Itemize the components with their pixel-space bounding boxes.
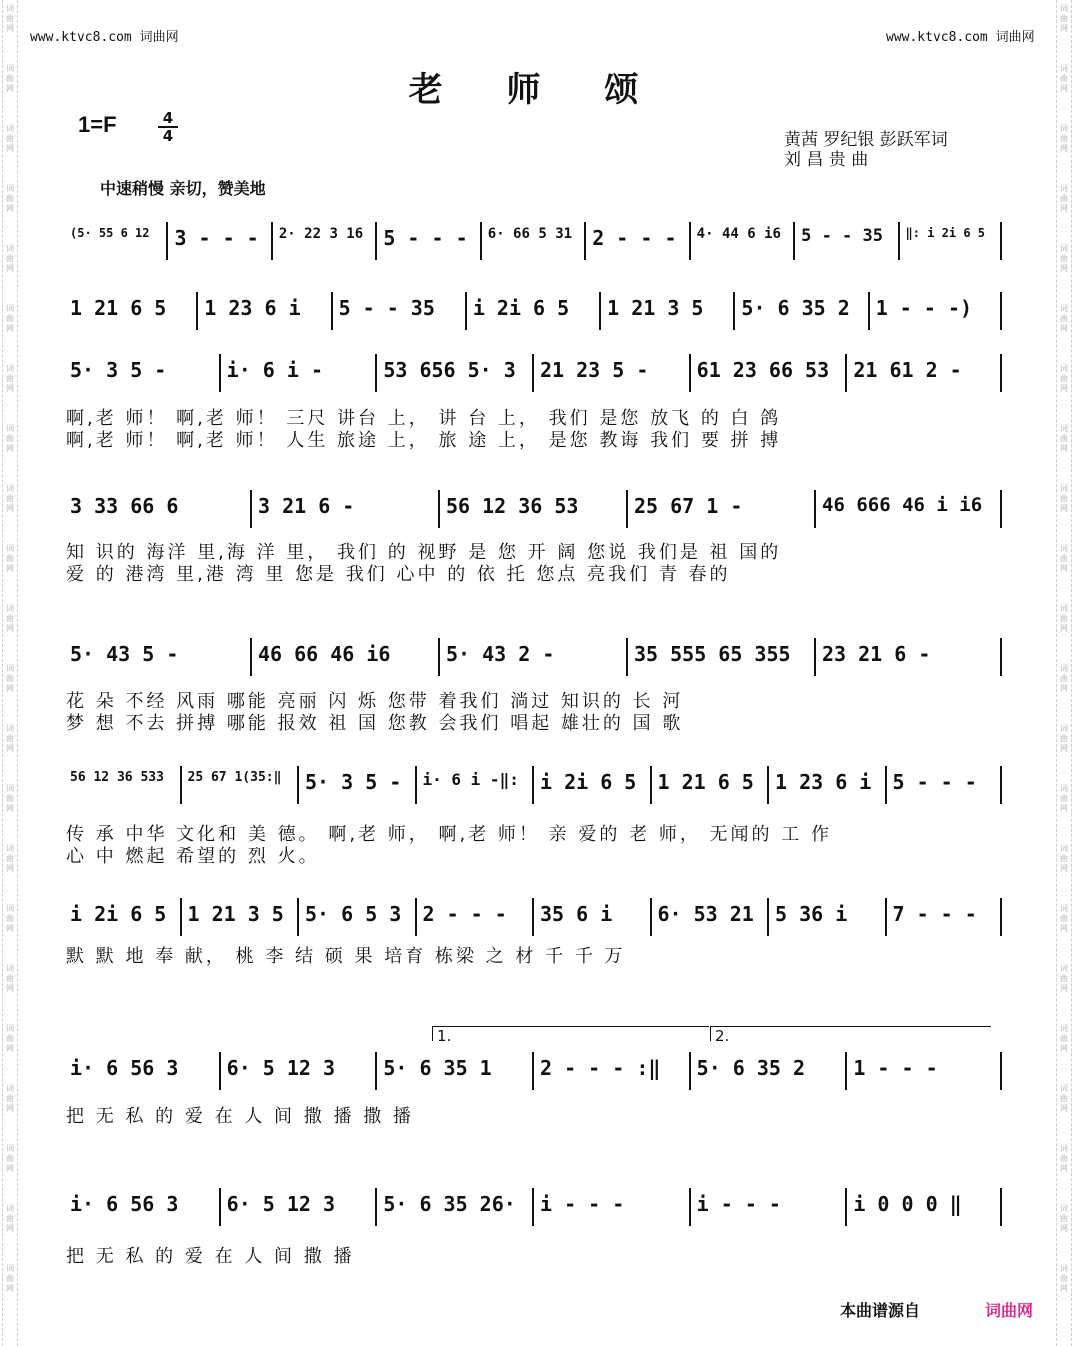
watermark-label: 词 曲 网 bbox=[1060, 664, 1068, 693]
barline bbox=[375, 354, 377, 392]
barline bbox=[271, 222, 273, 260]
lyric-line-6b: 心 中 燃起 希望的 烈 火。 bbox=[66, 846, 320, 867]
watermark-label: 词 曲 网 bbox=[1060, 964, 1068, 993]
measure: 6· 5 12 3 bbox=[226, 1056, 336, 1080]
source-site-link[interactable]: 词曲网 bbox=[985, 1301, 1034, 1320]
measure: i - - - bbox=[696, 1192, 781, 1216]
measure: i - - - bbox=[540, 1192, 625, 1216]
watermark-label: 词 曲 网 bbox=[1060, 184, 1068, 213]
watermark-label: 词 曲 网 bbox=[6, 1204, 14, 1233]
measure: i 2i 6 5 bbox=[472, 296, 570, 320]
measure: 46 66 46 i6 bbox=[258, 642, 391, 666]
measure: 1 21 6 5 bbox=[70, 296, 167, 320]
watermark-label: 词 曲 网 bbox=[1060, 484, 1068, 513]
watermark-label: 词 曲 网 bbox=[1060, 784, 1068, 813]
watermark-label: 词 曲 网 bbox=[1060, 1144, 1068, 1173]
source-label: 本曲谱源自 bbox=[840, 1301, 921, 1320]
barline bbox=[845, 354, 847, 392]
lyric-line-5b: 梦 想 不去 拼搏 哪能 报效 祖 国 您教 会我们 唱起 雄壮的 国 歌 bbox=[66, 713, 684, 734]
watermark-label: 词 曲 网 bbox=[1060, 1084, 1068, 1113]
composer: 刘 昌 贵 曲 bbox=[784, 150, 869, 170]
measure: 2 - - - bbox=[592, 226, 677, 250]
measure: 1 23 6 i bbox=[775, 770, 872, 794]
barline bbox=[898, 222, 900, 260]
measure: 5 - - - bbox=[383, 226, 468, 250]
measure: 1 21 3 5 bbox=[607, 296, 704, 320]
side-watermark-right bbox=[1056, 0, 1072, 1346]
measure: 5 - - - bbox=[892, 770, 977, 794]
measure: 1 21 6 5 bbox=[657, 770, 754, 794]
watermark-label: 词 曲 网 bbox=[1060, 1264, 1068, 1293]
barline bbox=[297, 766, 299, 804]
barline bbox=[1000, 354, 1002, 392]
barline bbox=[733, 292, 735, 330]
measure: 35 555 65 355 bbox=[634, 642, 791, 666]
watermark-label: 词 曲 网 bbox=[6, 364, 14, 393]
barline bbox=[868, 292, 870, 330]
measure: 1 - - - bbox=[853, 1056, 938, 1080]
measure: 5 36 i bbox=[775, 902, 848, 926]
barline bbox=[180, 766, 182, 804]
barline bbox=[650, 898, 652, 936]
measure: 3 - - - bbox=[174, 226, 259, 250]
watermark-label: 词 曲 网 bbox=[6, 184, 14, 213]
watermark-label: 词 曲 网 bbox=[6, 724, 14, 753]
measure: 21 61 2 - bbox=[853, 358, 962, 382]
watermark-label: 词 曲 网 bbox=[6, 604, 14, 633]
watermark-label: 词 曲 网 bbox=[6, 1024, 14, 1053]
watermark-label: 词 曲 网 bbox=[6, 304, 14, 333]
barline bbox=[375, 1188, 377, 1226]
score-system-3 bbox=[62, 350, 1002, 400]
meter-top: 4 bbox=[158, 110, 178, 128]
barline bbox=[1000, 766, 1002, 804]
measure: 21 23 5 - bbox=[540, 358, 649, 382]
barline bbox=[1000, 490, 1002, 528]
watermark-label: 词 曲 网 bbox=[6, 1264, 14, 1293]
measure: 1 21 3 5 bbox=[187, 902, 284, 926]
watermark-label: 词 曲 网 bbox=[1060, 1204, 1068, 1233]
measure: 6· 53 21 bbox=[657, 902, 754, 926]
watermark-label: 词 曲 网 bbox=[6, 904, 14, 933]
watermark-label: 词 曲 网 bbox=[1060, 844, 1068, 873]
measure: 5· 6 5 3 bbox=[305, 902, 402, 926]
barline bbox=[767, 766, 769, 804]
watermark-label: 词 曲 网 bbox=[6, 964, 14, 993]
barline bbox=[689, 354, 691, 392]
barline bbox=[1000, 638, 1002, 676]
measure: 6· 5 12 3 bbox=[226, 1192, 336, 1216]
score-system-6 bbox=[62, 762, 1002, 812]
barline bbox=[532, 898, 534, 936]
measure: 5· 6 35 1 bbox=[383, 1056, 492, 1080]
volta-second: 2. bbox=[710, 1026, 991, 1041]
barline bbox=[375, 222, 377, 260]
measure: ‖: i 2i 6 5 bbox=[905, 226, 986, 240]
measure: 1 - - -) bbox=[875, 296, 973, 320]
score-system-1 bbox=[62, 218, 1002, 268]
barline bbox=[438, 638, 440, 676]
measure: 5· 6 35 2 bbox=[741, 296, 850, 320]
measure: 2 - - - :‖ bbox=[540, 1056, 661, 1080]
barline bbox=[415, 898, 417, 936]
lyric-line-4a: 知 识的 海洋 里,海 洋 里， 我们 的 视野 是 您 开 阔 您说 我们是 祖 国的 bbox=[66, 542, 782, 563]
score-system-2 bbox=[62, 288, 1002, 338]
barline bbox=[196, 292, 198, 330]
barline bbox=[845, 1188, 847, 1226]
lyric-line-9: 把 无 私 的 爱 在 人 间 撒 播 bbox=[66, 1246, 355, 1267]
barline bbox=[1000, 898, 1002, 936]
barline bbox=[219, 354, 221, 392]
watermark-label: 词 曲 网 bbox=[6, 244, 14, 273]
measure: 35 6 i bbox=[540, 902, 613, 926]
lyric-line-5a: 花 朵 不经 风雨 哪能 亮丽 闪 烁 您带 着我们 淌过 知识的 长 河 bbox=[66, 691, 684, 712]
watermark-label: 词 曲 网 bbox=[6, 544, 14, 573]
lyricist: 黄茜 罗纪银 彭跃军词 bbox=[784, 130, 948, 150]
side-watermark-left bbox=[2, 0, 18, 1346]
lyric-line-8: 把 无 私 的 爱 在 人 间 撒 播 撒 播 bbox=[66, 1106, 414, 1127]
measure: 2 - - - bbox=[422, 902, 507, 926]
measure: 5· 3 5 - bbox=[70, 358, 167, 382]
barline bbox=[689, 1188, 691, 1226]
watermark-label: 词 曲 网 bbox=[1060, 244, 1068, 273]
lyric-line-3b: 啊,老 师！ 啊,老 师！ 人生 旅途 上， 旅 途 上， 是您 教诲 我们 要 拼 搏 bbox=[66, 430, 782, 451]
measure: 5· 43 5 - bbox=[70, 642, 179, 666]
measure: 5· 3 5 - bbox=[305, 770, 402, 794]
watermark-label: 词 曲 网 bbox=[1060, 724, 1068, 753]
barline bbox=[480, 222, 482, 260]
barline bbox=[250, 638, 252, 676]
tempo-marking: 中速稍慢 亲切，赞美地 bbox=[100, 179, 266, 198]
watermark-label: 词 曲 网 bbox=[1060, 64, 1068, 93]
barline bbox=[626, 490, 628, 528]
measure: i· 6 i -‖: bbox=[422, 770, 519, 789]
watermark-label: 词 曲 网 bbox=[1060, 904, 1068, 933]
volta-first: 1. bbox=[432, 1026, 709, 1041]
barline bbox=[219, 1052, 221, 1090]
measure: i· 6 56 3 bbox=[70, 1056, 179, 1080]
credits bbox=[784, 130, 948, 170]
barline bbox=[626, 638, 628, 676]
lyric-line-4b: 爱 的 港湾 里,港 湾 里 您是 我们 心中 的 依 托 您点 亮我们 青 春的 bbox=[66, 564, 731, 585]
score-system-5 bbox=[62, 634, 1002, 684]
measure: 61 23 66 53 bbox=[696, 358, 830, 382]
measure: 4· 44 6 i6 bbox=[696, 226, 781, 242]
watermark-label: 词 曲 网 bbox=[6, 1084, 14, 1113]
measure: 5· 6 35 26· bbox=[383, 1192, 516, 1216]
measure: 3 21 6 - bbox=[258, 494, 355, 518]
time-signature bbox=[158, 110, 178, 144]
barline bbox=[793, 222, 795, 260]
measure: 1 23 6 i bbox=[204, 296, 301, 320]
barline bbox=[1000, 1052, 1002, 1090]
measure: 56 12 36 53 bbox=[446, 494, 579, 518]
measure: i· 6 i - bbox=[226, 358, 323, 382]
barline bbox=[532, 354, 534, 392]
barline bbox=[1000, 292, 1002, 330]
barline bbox=[331, 292, 333, 330]
barline bbox=[599, 292, 601, 330]
watermark-label: 词 曲 网 bbox=[6, 1144, 14, 1173]
watermark-label: 词 曲 网 bbox=[6, 784, 14, 813]
lyric-line-7: 默 默 地 奉 献， 桃 李 结 硕 果 培育 栋梁 之 材 千 千 万 bbox=[66, 946, 626, 967]
barline bbox=[885, 766, 887, 804]
barline bbox=[219, 1188, 221, 1226]
measure: 5 - - 35 bbox=[338, 296, 435, 320]
barline bbox=[375, 1052, 377, 1090]
score-system-7 bbox=[62, 894, 1002, 944]
barline bbox=[767, 898, 769, 936]
barline bbox=[180, 898, 182, 936]
barline bbox=[689, 222, 691, 260]
measure: (5· 55 6 12 bbox=[70, 226, 150, 240]
measure: 6· 66 5 31 bbox=[487, 226, 573, 242]
score-system-4 bbox=[62, 486, 1002, 536]
barline bbox=[166, 222, 168, 260]
barline bbox=[297, 898, 299, 936]
barline bbox=[465, 292, 467, 330]
site-url-right: www.ktvc8.com 词曲网 bbox=[886, 30, 1035, 45]
site-url-left: www.ktvc8.com 词曲网 bbox=[30, 30, 179, 45]
barline bbox=[1000, 1188, 1002, 1226]
song-title: 老 师 颂 bbox=[408, 70, 665, 110]
barline bbox=[532, 1188, 534, 1226]
barline bbox=[584, 222, 586, 260]
measure: 5 - - 35 bbox=[801, 226, 883, 246]
measure: 3 33 66 6 bbox=[70, 494, 179, 518]
watermark-label: 词 曲 网 bbox=[1060, 364, 1068, 393]
measure: i· 6 56 3 bbox=[70, 1192, 179, 1216]
barline bbox=[415, 766, 417, 804]
barline bbox=[845, 1052, 847, 1090]
measure: 53 656 5· 3 bbox=[383, 358, 516, 382]
watermark-label: 词 曲 网 bbox=[6, 484, 14, 513]
barline bbox=[532, 1052, 534, 1090]
barline bbox=[885, 898, 887, 936]
barline bbox=[814, 638, 816, 676]
watermark-label: 词 曲 网 bbox=[1060, 604, 1068, 633]
barline bbox=[650, 766, 652, 804]
measure: 2· 22 3 16 bbox=[278, 226, 364, 242]
watermark-label: 词 曲 网 bbox=[1060, 304, 1068, 333]
lyric-line-6a: 传 承 中华 文化和 美 德。 啊,老 师， 啊,老 师！ 亲 爱的 老 师， 无闻的 工 作 bbox=[66, 824, 832, 845]
watermark-label: 词 曲 网 bbox=[1060, 424, 1068, 453]
watermark-label: 词 曲 网 bbox=[1060, 124, 1068, 153]
measure: 5· 6 35 2 bbox=[696, 1056, 806, 1080]
watermark-label: 词 曲 网 bbox=[1060, 544, 1068, 573]
measure: 46 666 46 i i6 bbox=[822, 494, 983, 516]
barline bbox=[1000, 222, 1002, 260]
measure: 5· 43 2 - bbox=[446, 642, 555, 666]
score-system-8 bbox=[62, 1048, 1002, 1098]
measure: 7 - - - bbox=[892, 902, 977, 926]
measure: 25 67 1(35:‖ bbox=[187, 770, 282, 785]
lyric-line-3a: 啊,老 师！ 啊,老 师！ 三尺 讲台 上， 讲 台 上， 我们 是您 放飞 的 白 鸽 bbox=[66, 408, 782, 429]
watermark-label: 词 曲 网 bbox=[6, 844, 14, 873]
measure: 56 12 36 533 bbox=[70, 770, 164, 785]
barline bbox=[814, 490, 816, 528]
key-signature: 1=F bbox=[78, 112, 117, 137]
watermark-label: 词 曲 网 bbox=[6, 664, 14, 693]
watermark-label: 词 曲 网 bbox=[1060, 1024, 1068, 1053]
barline bbox=[689, 1052, 691, 1090]
meter-bottom: 4 bbox=[162, 127, 174, 145]
watermark-label: 词 曲 网 bbox=[1060, 4, 1068, 33]
score-system-9 bbox=[62, 1184, 1002, 1234]
measure: 23 21 6 - bbox=[822, 642, 931, 666]
measure: i 0 0 0 ‖ bbox=[853, 1192, 962, 1216]
barline bbox=[532, 766, 534, 804]
barline bbox=[438, 490, 440, 528]
watermark-label: 词 曲 网 bbox=[6, 64, 14, 93]
measure: 25 67 1 - bbox=[634, 494, 743, 518]
barline bbox=[250, 490, 252, 528]
watermark-label: 词 曲 网 bbox=[6, 4, 14, 33]
measure: i 2i 6 5 bbox=[540, 770, 637, 794]
measure: i 2i 6 5 bbox=[70, 902, 167, 926]
watermark-label: 词 曲 网 bbox=[6, 424, 14, 453]
watermark-label: 词 曲 网 bbox=[6, 124, 14, 153]
